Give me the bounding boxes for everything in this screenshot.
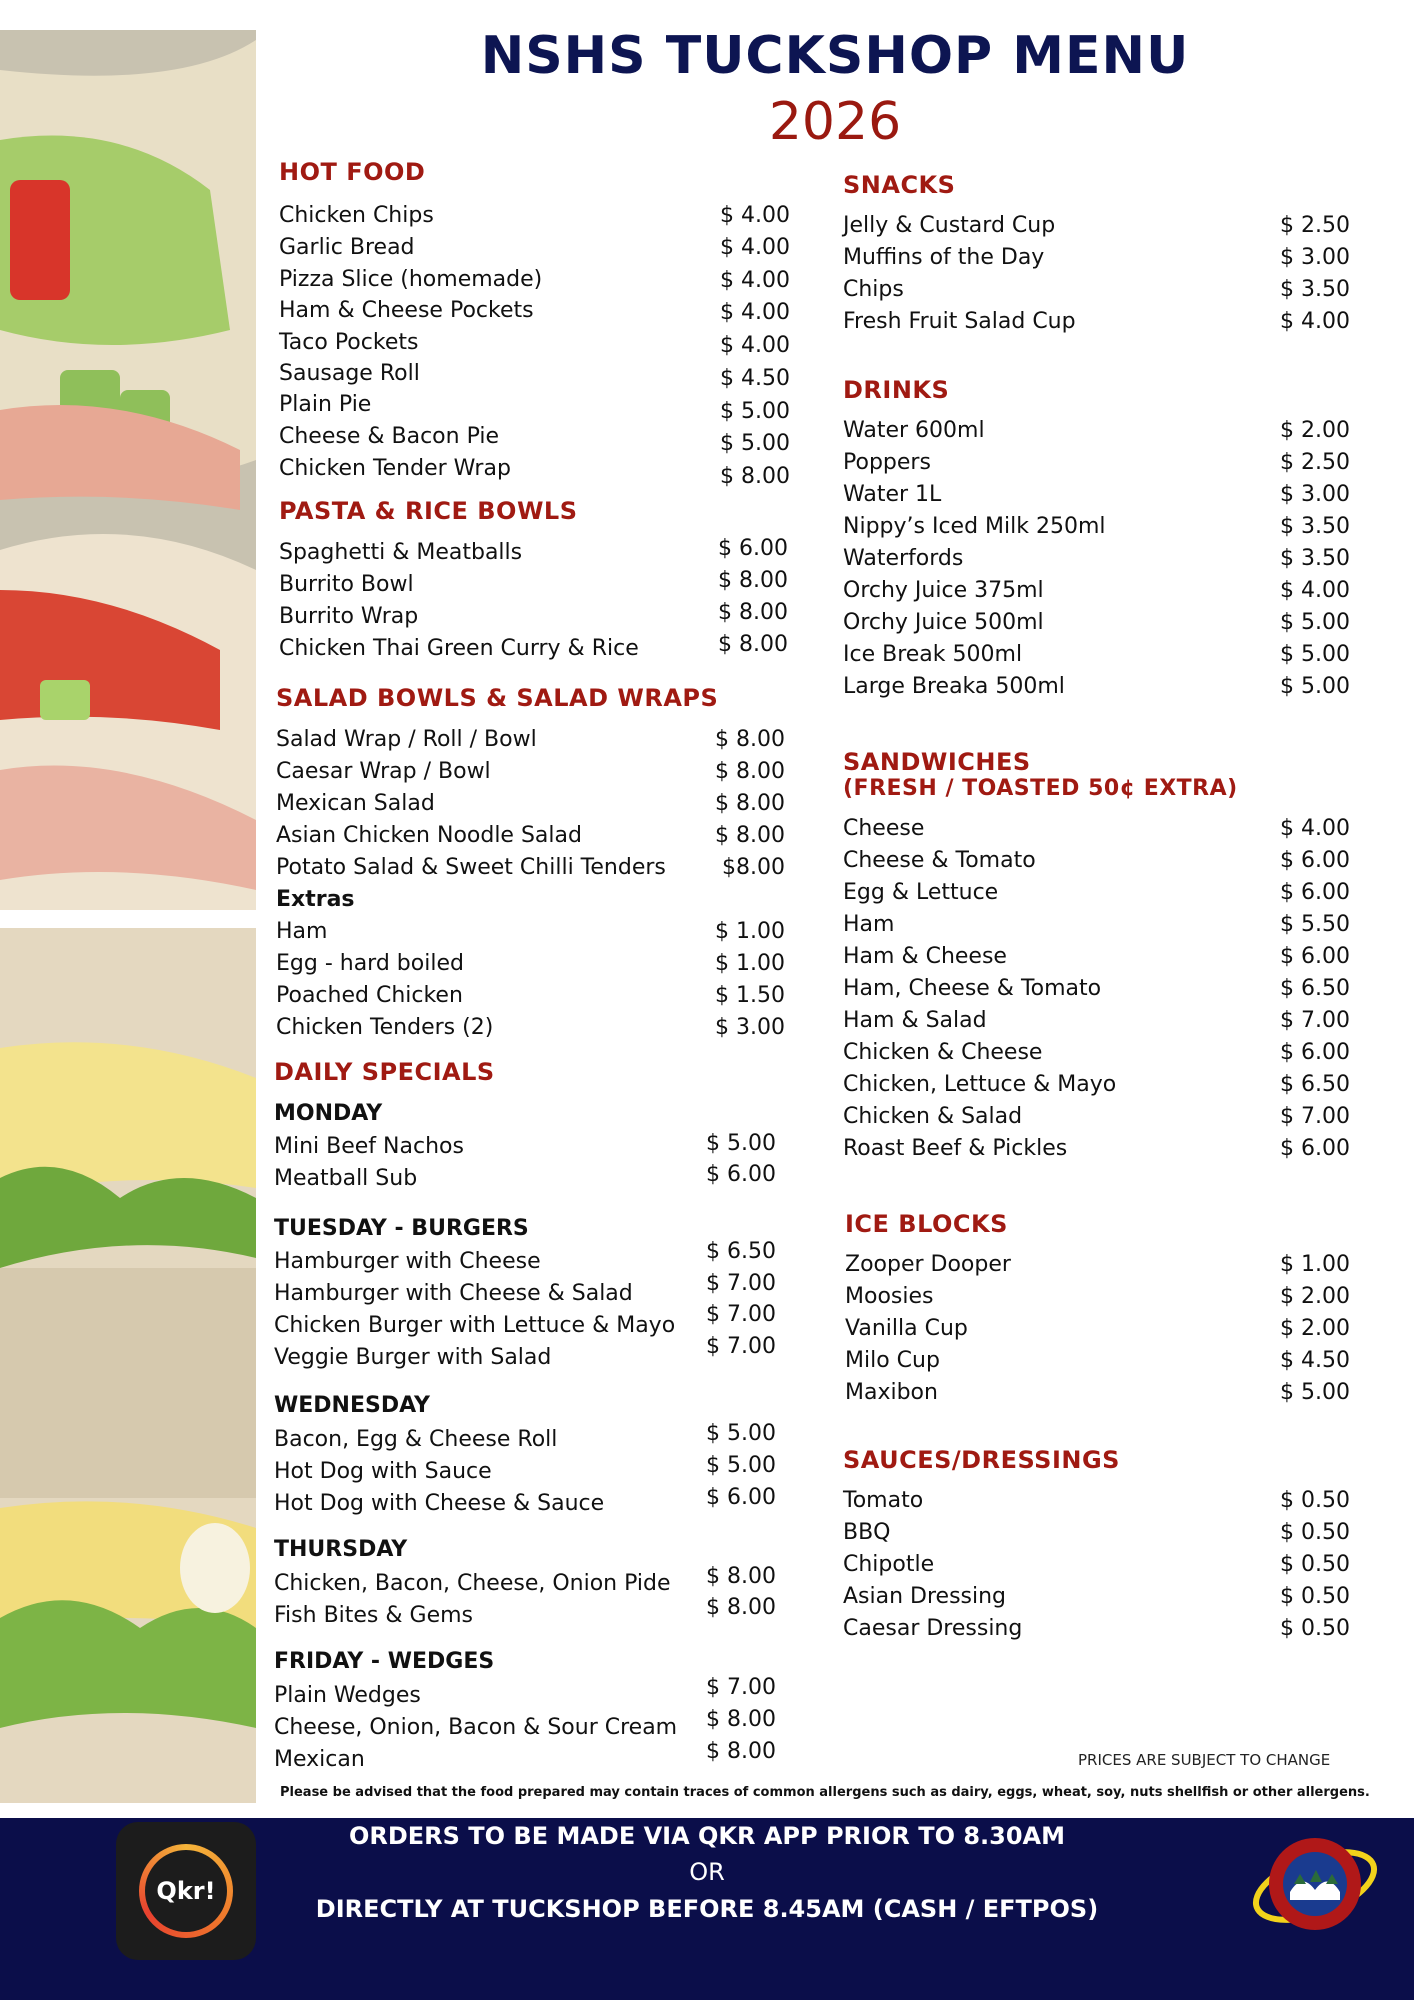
menu-item-price: $ 2.50 [1280, 213, 1350, 238]
menu-item-price: $ 1.00 [715, 919, 785, 944]
menu-item-name: Milo Cup [845, 1348, 940, 1373]
menu-item-name: Chicken, Lettuce & Mayo [843, 1072, 1117, 1097]
menu-item-name: Hot Dog with Sauce [274, 1459, 492, 1484]
menu-item-name: Chicken, Bacon, Cheese, Onion Pide [274, 1571, 671, 1596]
menu-item-name: Chicken & Cheese [843, 1040, 1043, 1065]
menu-item-name: Water 1L [843, 482, 942, 507]
menu-item-price: $ 4.50 [720, 366, 790, 391]
menu-item-price: $ 6.00 [1280, 848, 1350, 873]
menu-item-price: $ 8.00 [715, 823, 785, 848]
menu-item-price: $ 2.00 [1280, 1316, 1350, 1341]
page-year: 2026 [768, 92, 902, 152]
section-heading-drinks: DRINKS [843, 376, 950, 404]
menu-item-name: Cheese [843, 816, 925, 841]
menu-item-price: $ 6.50 [1280, 976, 1350, 1001]
menu-item-price: $ 6.00 [706, 1162, 776, 1187]
menu-item-price: $ 7.00 [706, 1271, 776, 1296]
section-heading-sandwiches: SANDWICHES [843, 748, 1031, 776]
menu-item-price: $ 6.00 [1280, 880, 1350, 905]
day-heading: WEDNESDAY [274, 1393, 430, 1418]
menu-item-price: $ 8.00 [715, 791, 785, 816]
order-qkr-text: ORDERS TO BE MADE VIA QKR APP PRIOR TO 8.30AM [348, 1822, 1066, 1850]
menu-item-name: Ham, Cheese & Tomato [843, 976, 1102, 1001]
menu-item-price: $ 5.00 [706, 1131, 776, 1156]
menu-item-name: Burrito Bowl [279, 572, 414, 597]
menu-item-price: $ 3.50 [1280, 546, 1350, 571]
menu-item-name: Hamburger with Cheese [274, 1249, 541, 1274]
menu-item-name: Bacon, Egg & Cheese Roll [274, 1427, 558, 1452]
menu-item-price: $ 2.00 [1280, 1284, 1350, 1309]
day-heading: THURSDAY [274, 1537, 408, 1562]
order-tuckshop-text: DIRECTLY AT TUCKSHOP BEFORE 8.45AM (CASH / EFTPOS) [315, 1895, 1099, 1923]
menu-item-price: $ 8.00 [715, 759, 785, 784]
menu-item-name: Chipotle [843, 1552, 935, 1577]
menu-item-price: $ 4.00 [720, 300, 790, 325]
menu-item-name: Poppers [843, 450, 931, 475]
menu-item-price: $ 0.50 [1280, 1488, 1350, 1513]
allergen-notice: Please be advised that the food prepared may contain traces of common allergens such as dairy, eggs, wheat, soy, nuts shellfish or other allergens. [280, 1785, 1370, 1800]
menu-item-price: $ 6.50 [706, 1239, 776, 1264]
menu-item-name: Waterfords [843, 546, 964, 571]
menu-item-name: Cheese & Bacon Pie [279, 424, 500, 449]
menu-item-name: Cheese, Onion, Bacon & Sour Cream [274, 1715, 678, 1740]
menu-item-name: Plain Wedges [274, 1683, 421, 1708]
menu-item-name: Asian Dressing [843, 1584, 1007, 1609]
section-heading-ice-blocks: ICE BLOCKS [845, 1210, 1008, 1238]
menu-item-name: Fish Bites & Gems [274, 1603, 474, 1628]
menu-item-name: Egg & Lettuce [843, 880, 999, 905]
menu-item-price: $ 8.00 [718, 632, 788, 657]
menu-item-name: Moosies [845, 1284, 934, 1309]
menu-item-price: $ 4.00 [720, 203, 790, 228]
day-heading: MONDAY [274, 1101, 383, 1126]
menu-item-name: Ham [843, 912, 895, 937]
menu-item-price: $ 8.00 [706, 1564, 776, 1589]
menu-item-name: Chicken Thai Green Curry & Rice [279, 636, 639, 661]
menu-item-price: $ 7.00 [1280, 1008, 1350, 1033]
menu-item-name: Spaghetti & Meatballs [279, 540, 523, 565]
menu-item-price: $ 6.50 [1280, 1072, 1350, 1097]
section-heading-snacks: SNACKS [843, 171, 956, 199]
menu-item-name: Poached Chicken [276, 983, 463, 1008]
menu-item-name: Roast Beef & Pickles [843, 1136, 1068, 1161]
menu-item-name: Ham & Salad [843, 1008, 987, 1033]
section-heading-pasta: PASTA & RICE BOWLS [279, 497, 578, 525]
menu-item-name: Tomato [843, 1488, 924, 1513]
menu-item-price: $ 0.50 [1280, 1552, 1350, 1577]
menu-item-price: $ 3.00 [1280, 245, 1350, 270]
menu-item-price: $ 5.00 [720, 399, 790, 424]
menu-item-price: $ 6.00 [1280, 944, 1350, 969]
school-crest-logo [1250, 1822, 1380, 1952]
menu-item-price: $ 3.50 [1280, 277, 1350, 302]
day-heading: FRIDAY - WEDGES [274, 1649, 495, 1674]
extras-heading: Extras [276, 887, 355, 912]
menu-item-price: $ 2.00 [1280, 418, 1350, 443]
menu-item-price: $ 5.00 [706, 1453, 776, 1478]
sandwiches-subheading: (FRESH / TOASTED 50¢ EXTRA) [843, 776, 1238, 801]
menu-item-price: $ 6.00 [718, 536, 788, 561]
menu-item-name: Chips [843, 277, 904, 302]
menu-item-name: Vanilla Cup [845, 1316, 968, 1341]
menu-item-price: $ 5.00 [1280, 1380, 1350, 1405]
menu-item-name: Pizza Slice (homemade) [279, 267, 543, 292]
menu-item-name: Garlic Bread [279, 235, 415, 260]
qkr-ring-icon [139, 1844, 233, 1938]
menu-item-price: $ 5.00 [1280, 674, 1350, 699]
menu-item-name: Ham & Cheese Pockets [279, 298, 534, 323]
menu-item-name: Orchy Juice 375ml [843, 578, 1044, 603]
menu-item-price: $ 8.00 [720, 464, 790, 489]
menu-item-name: Meatball Sub [274, 1166, 418, 1191]
menu-item-name: Mexican Salad [276, 791, 435, 816]
qkr-logo-text: Qkr! [145, 1850, 227, 1932]
prices-subject-to-change: PRICES ARE SUBJECT TO CHANGE [1078, 1751, 1331, 1769]
menu-item-name: Water 600ml [843, 418, 985, 443]
menu-item-price: $ 8.00 [718, 568, 788, 593]
menu-item-name: Egg - hard boiled [276, 951, 464, 976]
menu-item-name: Taco Pockets [279, 330, 419, 355]
section-heading-sauces: SAUCES/DRESSINGS [843, 1446, 1120, 1474]
menu-item-name: Chicken & Salad [843, 1104, 1023, 1129]
menu-item-price: $ 5.00 [1280, 610, 1350, 635]
menu-item-name: Large Breaka 500ml [843, 674, 1065, 699]
menu-item-name: Chicken Chips [279, 203, 434, 228]
menu-item-name: Potato Salad & Sweet Chilli Tenders [276, 855, 666, 880]
menu-item-name: Orchy Juice 500ml [843, 610, 1044, 635]
menu-item-name: Cheese & Tomato [843, 848, 1036, 873]
menu-item-price: $ 7.00 [706, 1302, 776, 1327]
menu-item-price: $ 8.00 [706, 1595, 776, 1620]
menu-item-price: $ 3.00 [715, 1015, 785, 1040]
menu-item-name: Muffins of the Day [843, 245, 1045, 270]
menu-item-price: $ 8.00 [715, 727, 785, 752]
menu-item-name: Veggie Burger with Salad [274, 1345, 552, 1370]
menu-item-name: Salad Wrap / Roll / Bowl [276, 727, 537, 752]
menu-item-name: Caesar Wrap / Bowl [276, 759, 491, 784]
menu-item-name: Chicken Tender Wrap [279, 456, 511, 481]
menu-item-name: Caesar Dressing [843, 1616, 1023, 1641]
section-heading-salad: SALAD BOWLS & SALAD WRAPS [276, 684, 719, 712]
menu-item-price: $ 1.00 [715, 951, 785, 976]
menu-item-name: Chicken Burger with Lettuce & Mayo [274, 1313, 676, 1338]
sandwich-photo-art [0, 928, 256, 1803]
menu-item-price: $ 5.50 [1280, 912, 1350, 937]
menu-item-name: Maxibon [845, 1380, 938, 1405]
menu-item-price: $ 6.00 [706, 1485, 776, 1510]
menu-item-price: $ 8.00 [706, 1707, 776, 1732]
menu-item-price: $ 1.50 [715, 983, 785, 1008]
menu-item-price: $ 0.50 [1280, 1520, 1350, 1545]
menu-item-price: $ 5.00 [706, 1421, 776, 1446]
menu-item-price: $ 6.00 [1280, 1136, 1350, 1161]
menu-item-name: Zooper Dooper [845, 1252, 1011, 1277]
menu-item-name: Hot Dog with Cheese & Sauce [274, 1491, 605, 1516]
menu-item-name: Fresh Fruit Salad Cup [843, 309, 1076, 334]
wrap-photo-art [0, 30, 256, 910]
menu-item-name: Jelly & Custard Cup [843, 213, 1056, 238]
menu-item-name: Sausage Roll [279, 361, 420, 386]
section-heading-hot-food: HOT FOOD [279, 158, 426, 186]
section-heading-specials: DAILY SPECIALS [274, 1058, 495, 1086]
day-heading: TUESDAY - BURGERS [274, 1216, 529, 1241]
menu-item-name: Asian Chicken Noodle Salad [276, 823, 582, 848]
menu-item-price: $ 4.00 [720, 333, 790, 358]
menu-item-price: $ 4.00 [1280, 816, 1350, 841]
wrap-photo [0, 30, 256, 910]
menu-item-price: $ 4.00 [720, 235, 790, 260]
menu-item-price: $ 0.50 [1280, 1584, 1350, 1609]
menu-item-price: $ 5.00 [1280, 642, 1350, 667]
sandwich-photo [0, 928, 256, 1803]
menu-item-name: Nippy’s Iced Milk 250ml [843, 514, 1106, 539]
menu-item-name: Chicken Tenders (2) [276, 1015, 494, 1040]
menu-item-name: Mini Beef Nachos [274, 1134, 464, 1159]
menu-item-price: $ 7.00 [706, 1334, 776, 1359]
menu-item-name: Mexican [274, 1747, 365, 1772]
menu-item-price: $ 0.50 [1280, 1616, 1350, 1641]
menu-item-price: $ 5.00 [720, 431, 790, 456]
menu-item-price: $ 4.00 [720, 268, 790, 293]
menu-item-price: $8.00 [722, 855, 785, 880]
order-or-text: OR [689, 1858, 725, 1886]
menu-item-name: Burrito Wrap [279, 604, 419, 629]
qkr-app-logo [116, 1822, 256, 1960]
menu-item-name: Ice Break 500ml [843, 642, 1023, 667]
menu-item-price: $ 4.00 [1280, 578, 1350, 603]
page-title: NSHS TUCKSHOP MENU [480, 26, 1190, 86]
menu-item-price: $ 8.00 [706, 1739, 776, 1764]
menu-item-price: $ 1.00 [1280, 1252, 1350, 1277]
menu-item-price: $ 7.00 [1280, 1104, 1350, 1129]
menu-item-name: Plain Pie [279, 392, 372, 417]
menu-item-name: Ham [276, 919, 328, 944]
menu-item-name: Ham & Cheese [843, 944, 1007, 969]
menu-item-price: $ 6.00 [1280, 1040, 1350, 1065]
menu-item-price: $ 7.00 [706, 1675, 776, 1700]
menu-item-name: Hamburger with Cheese & Salad [274, 1281, 633, 1306]
menu-item-price: $ 3.50 [1280, 514, 1350, 539]
menu-item-price: $ 4.00 [1280, 309, 1350, 334]
menu-item-price: $ 4.50 [1280, 1348, 1350, 1373]
menu-item-price: $ 2.50 [1280, 450, 1350, 475]
menu-item-price: $ 8.00 [718, 600, 788, 625]
menu-item-price: $ 3.00 [1280, 482, 1350, 507]
menu-item-name: BBQ [843, 1520, 891, 1545]
